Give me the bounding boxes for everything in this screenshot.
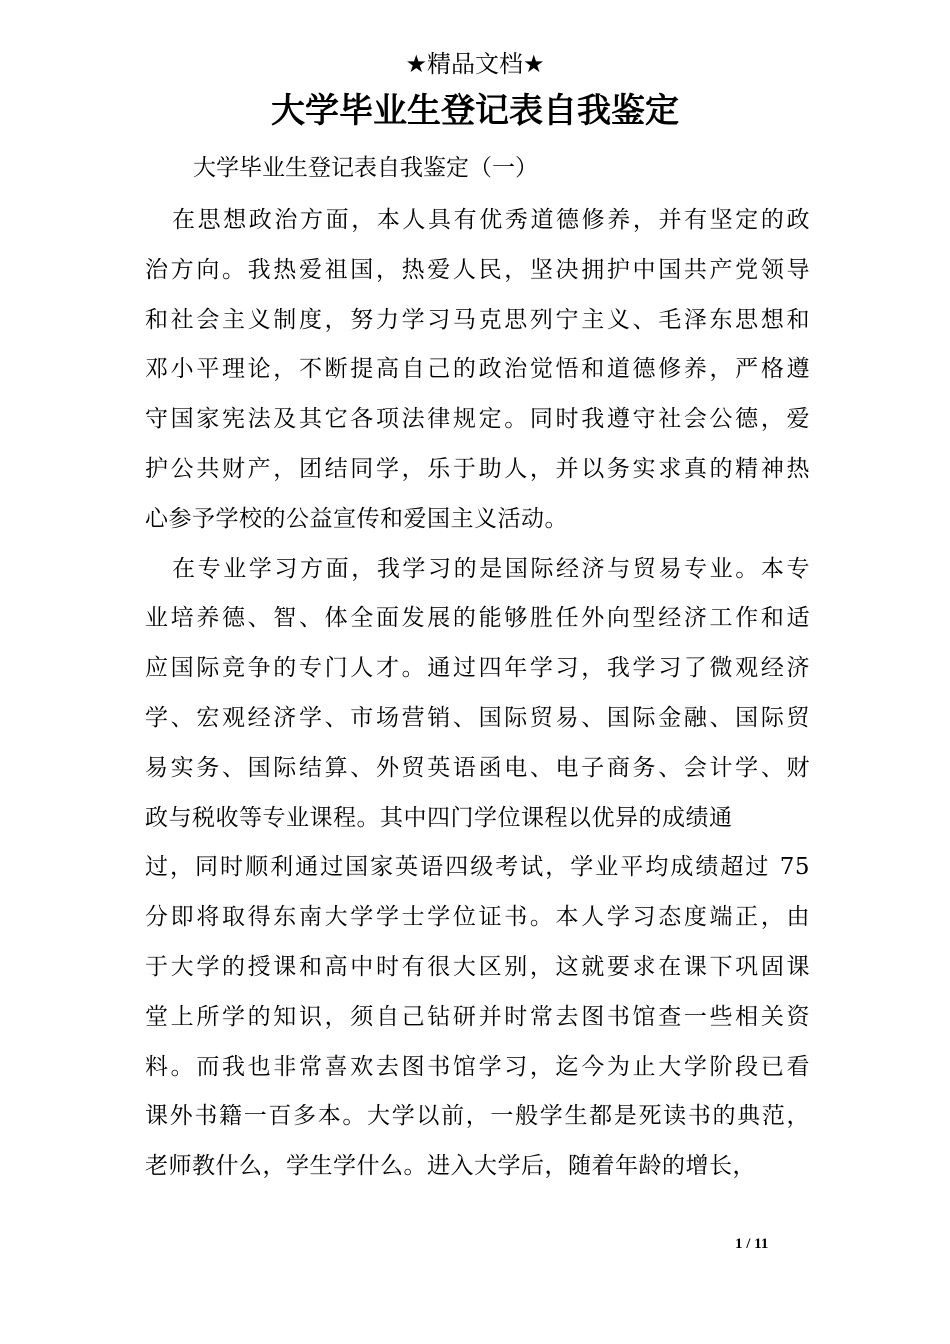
body-line: 政与税收等专业课程。其中四门学位课程以优异的成绩通 [145,804,733,831]
body-line: 心参予学校的公益宣传和爱国主义活动。 [145,505,568,532]
body-line: 料。而我也非常喜欢去图书馆学习，迄今为止大学阶段已看 [145,1053,810,1080]
body-line: 守国家宪法及其它各项法律规定。同时我遵守社会公德，爱 [145,406,810,433]
page-number: 1 / 11 [735,1236,769,1252]
body-line: 在专业学习方面，我学习的是国际经济与贸易专业。本专 [172,555,810,582]
body-line: 邓小平理论，不断提高自己的政治觉悟和道德修养，严格遵 [145,356,810,383]
body-line: 过，同时顺利通过国家英语四级考试，学业平均成绩超过 75 [145,854,810,881]
body-line: 课外书籍一百多本。大学以前，一般学生都是死读书的典范， [145,1103,810,1130]
body-line: 业培养德、智、体全面发展的能够胜任外向型经济工作和适 [145,605,810,632]
section-heading: 大学毕业生登记表自我鉴定（一） [193,155,538,181]
document-header-mark: ★精品文档★ [405,50,545,78]
body-line: 护公共财产，团结同学，乐于助人，并以务实求真的精神热 [145,455,810,482]
body-line: 老师教什么，学生学什么。进入大学后，随着年龄的增长， [145,1153,756,1180]
body-line: 学、宏观经济学、市场营销、国际贸易、国际金融、国际贸 [145,704,810,731]
body-line: 治方向。我热爱祖国，热爱人民，坚决拥护中国共产党领导 [145,256,810,283]
body-line: 在思想政治方面，本人具有优秀道德修养，并有坚定的政 [172,207,810,233]
body-line: 于大学的授课和高中时有很大区别，这就要求在课下巩固课 [145,953,810,980]
body-line: 和社会主义制度，努力学习马克思列宁主义、毛泽东思想和 [145,306,810,333]
document-title: 大学毕业生登记表自我鉴定 [271,91,679,131]
body-line: 分即将取得东南大学学士学位证书。本人学习态度端正，由 [145,904,810,931]
body-line: 易实务、国际结算、外贸英语函电、电子商务、会计学、财 [145,754,810,781]
document-body [145,196,810,1192]
body-line: 堂上所学的知识，须自己钻研并时常去图书馆查一些相关资 [145,1003,810,1030]
body-line: 应国际竞争的专门人才。通过四年学习，我学习了微观经济 [145,655,810,682]
